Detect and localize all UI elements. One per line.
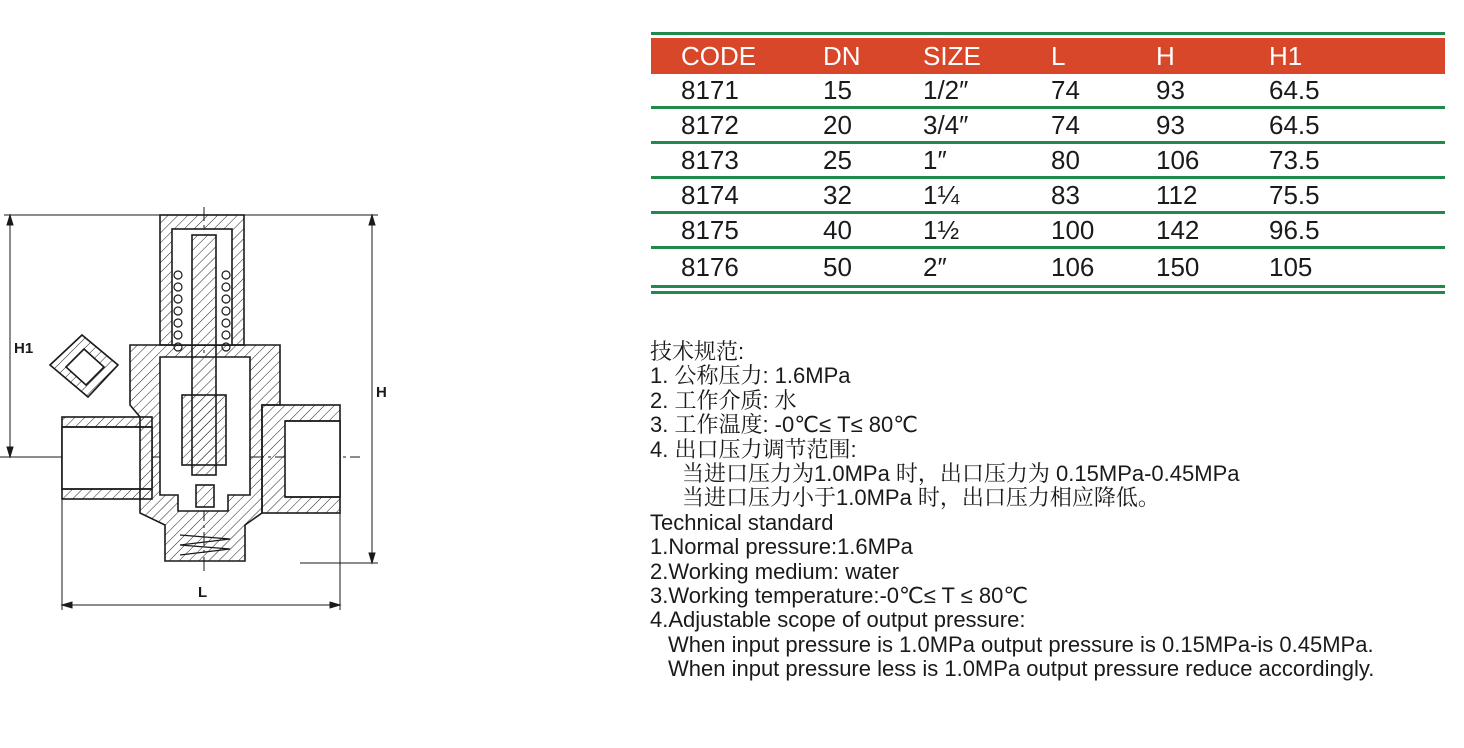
valve-body xyxy=(50,215,340,561)
cell-h: 142 xyxy=(1156,215,1200,245)
cell-size: 1¼ xyxy=(923,180,960,210)
cell-dn: 25 xyxy=(823,145,852,175)
cell-h1: 73.5 xyxy=(1269,145,1320,175)
cell-size: 1½ xyxy=(923,215,960,245)
cell-h1: 105 xyxy=(1269,251,1313,282)
table-row xyxy=(651,249,1445,284)
notes-en-item: 2.Working medium: water xyxy=(650,558,900,584)
cell-size: 1″ xyxy=(923,145,947,175)
gauge-port xyxy=(50,335,118,397)
spec-table xyxy=(651,32,1445,294)
col-header-h: H xyxy=(1156,41,1175,71)
cell-h: 93 xyxy=(1156,110,1185,140)
cell-code: 8176 xyxy=(681,251,739,282)
cell-dn: 32 xyxy=(823,180,852,210)
cell-h: 112 xyxy=(1156,180,1198,210)
cell-size: 1/2″ xyxy=(923,75,969,105)
cell-h1: 64.5 xyxy=(1269,75,1320,105)
col-header-l: L xyxy=(1051,41,1066,71)
cell-h1: 75.5 xyxy=(1269,180,1320,210)
notes-en-title: Technical standard xyxy=(650,509,834,535)
cell-l: 74 xyxy=(1051,110,1080,140)
table-top-rule xyxy=(651,32,1445,35)
table-row xyxy=(651,179,1445,214)
cell-h1: 96.5 xyxy=(1269,215,1320,245)
cell-dn: 15 xyxy=(823,75,852,105)
cell-l: 83 xyxy=(1051,180,1080,210)
notes-cn-subitem: 当进口压力小于1.0MPa 时，出口压力相应降低。 xyxy=(682,485,1160,511)
cell-code: 8172 xyxy=(681,110,739,140)
notes-cn-item: 2. 工作介质: 水 xyxy=(650,387,797,413)
col-header-dn: DN xyxy=(823,41,861,71)
notes-cn-item: 1. 公称压力: 1.6MPa xyxy=(650,363,851,389)
cell-code: 8171 xyxy=(681,75,739,105)
col-header-size: SIZE xyxy=(923,41,981,71)
notes-cn-item: 3. 工作温度: -0℃≤ T≤ 80℃ xyxy=(650,412,918,438)
cell-code: 8173 xyxy=(681,145,739,175)
cell-h: 93 xyxy=(1156,75,1185,105)
dim-label-h: H xyxy=(376,384,387,401)
dim-label-h1: H1 xyxy=(14,340,34,357)
cell-dn: 20 xyxy=(823,110,852,140)
notes-en-item: 1.Normal pressure:1.6MPa xyxy=(650,534,913,560)
cell-size: 2″ xyxy=(923,251,947,282)
notes-en-subitem: When input pressure less is 1.0MPa output pressure reduce accordingly. xyxy=(668,656,1375,682)
cell-l: 74 xyxy=(1051,75,1080,105)
cell-dn: 40 xyxy=(823,215,852,245)
table-bottom-rule-double xyxy=(651,291,1445,294)
cell-l: 100 xyxy=(1051,215,1095,245)
cell-h: 150 xyxy=(1156,251,1200,282)
table-row xyxy=(651,109,1445,144)
table-row xyxy=(651,144,1445,179)
cell-code: 8175 xyxy=(681,215,739,245)
cell-h1: 64.5 xyxy=(1269,110,1320,140)
cell-h: 106 xyxy=(1156,145,1200,175)
cell-l: 106 xyxy=(1051,251,1095,282)
cell-size: 3/4″ xyxy=(923,110,969,140)
notes-en-subitem: When input pressure is 1.0MPa output pressure is 0.15MPa-is 0.45MPa. xyxy=(668,631,1374,657)
notes-en-item: 3.Working temperature:-0℃≤ T ≤ 80℃ xyxy=(650,583,1029,609)
table-row xyxy=(651,74,1445,109)
col-header-code: CODE xyxy=(681,41,757,71)
technical-notes xyxy=(650,340,1450,682)
notes-en-item: 4.Adjustable scope of output pressure: xyxy=(650,607,1026,633)
dim-label-l: L xyxy=(198,584,208,601)
notes-cn-title: 技术规范: xyxy=(650,339,745,364)
cell-dn: 50 xyxy=(823,251,852,282)
notes-cn-subitem: 当进口压力为1.0MPa 时，出口压力为 0.15MPa-0.45MPa xyxy=(682,461,1240,487)
valve-section-drawing xyxy=(0,195,420,615)
col-header-h1: H1 xyxy=(1269,41,1303,71)
notes-cn-item: 4. 出口压力调节范围: xyxy=(650,436,857,462)
table-row xyxy=(651,214,1445,249)
table-header-row xyxy=(651,38,1445,74)
cell-l: 80 xyxy=(1051,145,1080,175)
cell-code: 8174 xyxy=(681,180,739,210)
table-bottom-rule xyxy=(651,285,1445,288)
